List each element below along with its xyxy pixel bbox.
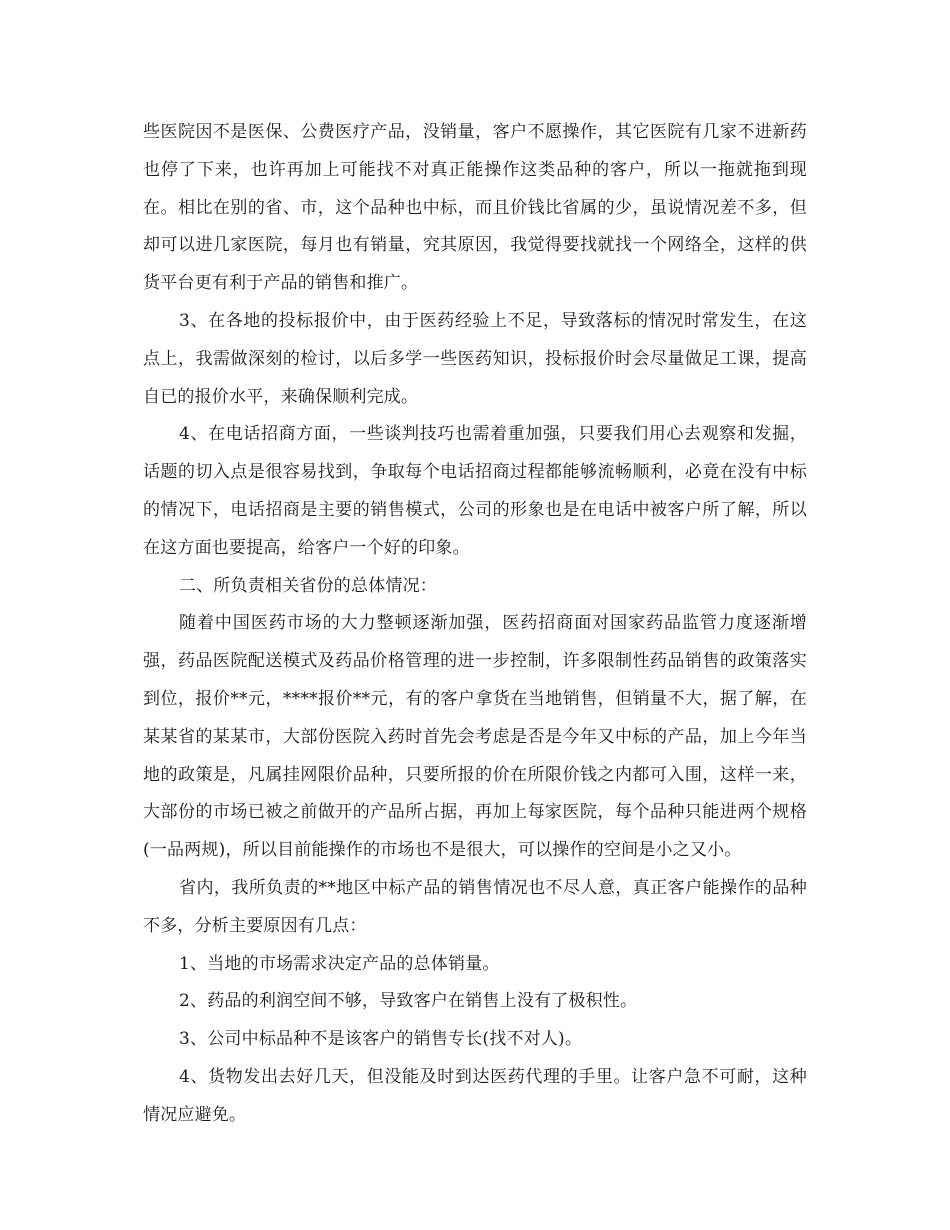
paragraph-province-summary: 省内，我所负责的**地区中标产品的销售情况也不尽人意，真正客户能操作的品种不多，分析主要原因有几点： [143, 877, 807, 936]
section-heading-2: 二、所负责相关省份的总体情况： [179, 575, 437, 596]
paragraph-point-4: 4、在电话招商方面，一些谈判技巧也需着重加强，只要我们用心去观察和发掘，话题的切入点是很容易找到，争取每个电话招商过程都能够流畅顺利，必竟在没有中标的情况下，电话招商是主要的销售模式，公司的形象也是在电话中被客户所了解，所以在这方面也要提高，给客户一个好的印象。 [143, 424, 807, 558]
reason-item-1: 1、当地的市场需求决定产品的总体销量。 [179, 953, 500, 974]
reason-item-3: 3、公司中标品种不是该客户的销售专长(找不对人)。 [179, 1029, 583, 1050]
reason-item-4: 4、货物发出去好几天，但没能及时到达医药代理的手里。让客户急不可耐，这种情况应避免。 [143, 1066, 807, 1125]
paragraph-continuation: 些医院因不是医保、公费医疗产品，没销量，客户不愿操作，其它医院有几家不进新药也停了下来，也许再加上可能找不对真正能操作这类品种的客户，所以一拖就拖到现在。相比在别的省、市，这个品种也中标，而且价钱比省属的少，虽说情况差不多，但却可以进几家医院，每月也有销量，究其原因，我觉得要找就找一个网络全，这样的供货平台更有利于产品的销售和推广。 [143, 122, 807, 294]
reason-item-2: 2、药品的利润空间不够，导致客户在销售上没有了极积性。 [179, 991, 638, 1012]
paragraph-market-overview: 随着中国医药市场的大力整顿逐渐加强，医药招商面对国家药品监管力度逐渐增强，药品医院配送模式及药品价格管理的进一步控制，许多限制性药品销售的政策落实到位，报价**元，****报价**元，有的客户拿货在当地销售，但销量不大，据了解，在某某省的某某市，大部份医院入药时首先会考虑是否是今年又中标的产品，加上今年当地的政策是，凡属挂网限价品种，只要所报的价在所限价钱之内都可入围，这样一来，大部份的市场已被之前做开的产品所占据，再加上每家医院，每个品种只能进两个规格(一品两规)，所以目前能操作的市场也不是很大，可以操作的空间是小之又小。 [143, 613, 807, 861]
document-body [143, 114, 807, 1135]
paragraph-point-3: 3、在各地的投标报价中，由于医药经验上不足，导致落标的情况时常发生，在这点上，我需做深刻的检讨，以后多学一些医药知识，投标报价时会尽量做足工课，提高自已的报价水平，来确保顺利完成。 [143, 310, 807, 407]
